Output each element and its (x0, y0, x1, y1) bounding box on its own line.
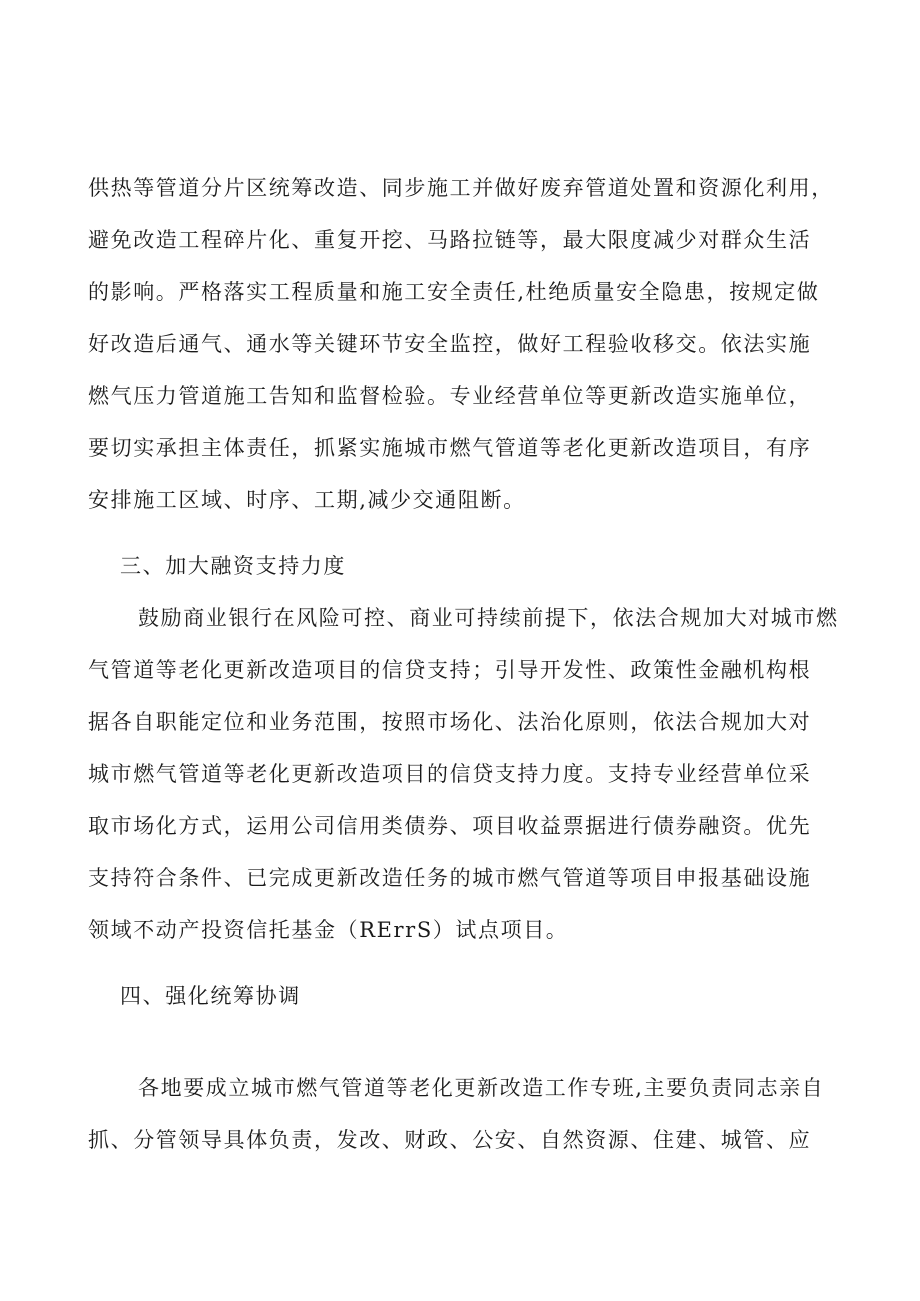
paragraph-line: 要切实承担主体责任，抓紧实施城市燃气管道等老化更新改造项目，有序 (88, 436, 812, 460)
section-heading-3: 三、加大融资支持力度 (120, 554, 346, 578)
paragraph-line: 的影响。严格落实工程质量和施工安全责任,杜绝质量安全隐患，按规定做 (88, 280, 820, 304)
paragraph-line: 城市燃气管道等老化更新改造项目的信贷支持力度。支持专业经营单位采 (88, 762, 812, 786)
paragraph-line-first: 各地要成立城市燃气管道等老化更新改造工作专班,主要负责同志亲自 (138, 1076, 825, 1100)
paragraph-line: 避免改造工程碎片化、重复开挖、马路拉链等，最大限度减少对群众生活 (88, 228, 812, 252)
paragraph-line: 燃气压力管道施工告知和监督检验。专业经营单位等更新改造实施单位， (88, 384, 812, 408)
paragraph-line: 抓、分管领导具体负责，发改、财政、公安、自然资源、住建、城管、应 (88, 1128, 812, 1152)
section-heading-4: 四、强化统筹协调 (120, 984, 301, 1008)
paragraph-line: 气管道等老化更新改造项目的信贷支持；引导开发性、政策性金融机构根 (88, 658, 812, 682)
paragraph-line: 安排施工区域、时序、工期,减少交通阻断。 (88, 488, 526, 512)
paragraph-line: 支持符合条件、已完成更新改造任务的城市燃气管道等项目申报基础设施 (88, 866, 812, 890)
paragraph-line: 据各自职能定位和业务范围，按照市场化、法治化原则，依法合规加大对 (88, 710, 812, 734)
paragraph-line: 供热等管道分片区统筹改造、同步施工并做好废弃管道处置和资源化利用， (88, 176, 834, 200)
paragraph-line: 取市场化方式，运用公司信用类债券、项目收益票据进行债券融资。优先 (88, 814, 812, 838)
paragraph-line: 好改造后通气、通水等关键环节安全监控，做好工程验收移交。依法实施 (88, 332, 812, 356)
paragraph-line-first: 鼓励商业银行在风险可控、商业可持续前提下，依法合规加大对城市燃 (138, 606, 839, 630)
paragraph-line: 领域不动产投资信托基金（RErrS）试点项目。 (88, 918, 569, 942)
